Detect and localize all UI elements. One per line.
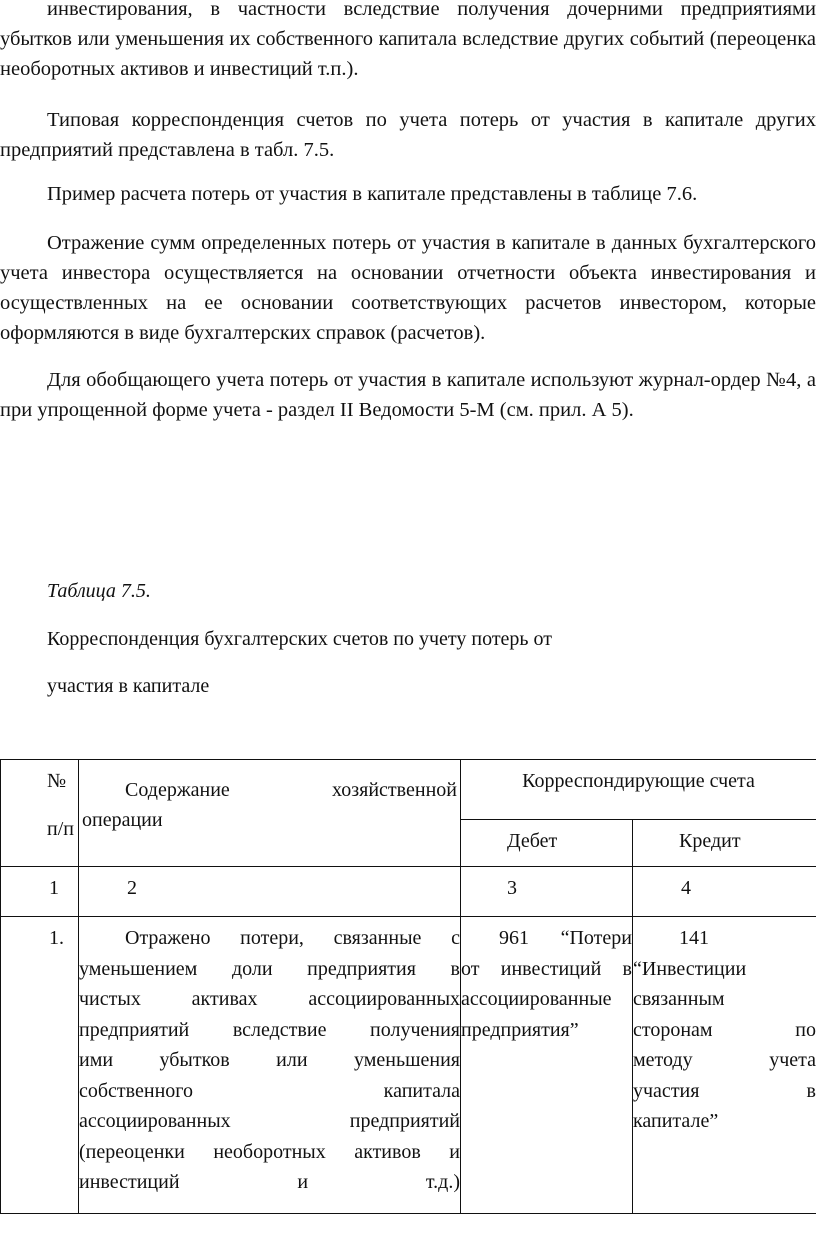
table-title-line-1: Корреспонденция бухгалтерских счетов по учету потерь от (47, 628, 553, 650)
header-operation-word-2: хозяйственной (332, 779, 457, 801)
row-debit-cell (461, 917, 633, 1214)
table-label: Таблица 7.5. (47, 580, 151, 602)
credit-line: методу учета (633, 1049, 816, 1071)
header-number-symbol: № (47, 770, 67, 792)
operation-line: уменьшением доли предприятия в (79, 957, 460, 980)
header-operation-word-3: операции (82, 809, 163, 831)
index-4: 4 (681, 877, 691, 899)
correspondence-table (0, 759, 816, 1214)
debit-line: предприятия” (461, 1018, 579, 1041)
credit-line: “Инвестиции (633, 957, 747, 980)
credit-line: сторонам по (633, 1018, 816, 1041)
debit-line: 961 “Потери (499, 927, 632, 949)
header-debit: Дебет (507, 830, 558, 852)
index-3: 3 (507, 877, 517, 899)
header-number-pp: п/п (47, 818, 74, 840)
header-credit-cell (633, 820, 816, 867)
paragraph-journal-order: Для обобщающего учета потерь от участия в капитале используют журнал-ордер №4, а при упрощенной форме учета - раздел II Ведомости 5-М (см. прил. А 5). (0, 369, 816, 421)
paragraph-reflection: Отражение сумм определенных потерь от участия в капитале в данных бухгалтерского учета инвестора осуществляется на основании отчетности объекта инвестирования и осуществленных на ее основании соответствующих расчетов инвестором, которые оформляются в виде бухгалтерских справок (расчетов). (0, 232, 816, 344)
header-operation-word-1: Содержание (125, 779, 230, 801)
table-row (1, 917, 816, 1214)
credit-line: 141 (679, 927, 709, 949)
table-title-line-2: участия в капитале (47, 675, 210, 697)
operation-line: предприятий вследствие получения (79, 1018, 460, 1041)
credit-line: участия в (633, 1079, 816, 1102)
debit-line: от инвестиций в (461, 957, 632, 980)
operation-line: инвестиций и т.д.) (79, 1171, 460, 1193)
header-corresponding-accounts: Корреспондирующие счета (461, 760, 816, 820)
paragraph-example-reference: Пример расчета потерь от участия в капитале представлены в таблице 7.6. (47, 183, 698, 205)
operation-line: ассоциированных предприятий (79, 1110, 460, 1132)
credit-line: капитале” (633, 1110, 719, 1132)
index-2: 2 (127, 877, 137, 899)
header-operation-cell (79, 760, 461, 867)
debit-line: ассоциированные (461, 988, 612, 1010)
header-credit: Кредит (679, 830, 741, 852)
operation-line: собственного капитала (79, 1079, 460, 1102)
table-index-row (1, 867, 816, 917)
operation-line: ими убытков или уменьшения (79, 1049, 460, 1071)
row-number: 1. (1, 917, 79, 1214)
row-credit-cell (633, 917, 816, 1214)
row-operation-cell (79, 917, 461, 1214)
operation-line: (переоценки необоротных активов и (79, 1140, 460, 1163)
paragraph-continuation: инвестирования, в частности вследствие получения дочерними предприятиями убытков или уменьшения их собственного капитала вследствие других событий (переоценка необоротных активов и инвестиций т.п.). (0, 0, 816, 80)
header-number-cell (1, 760, 79, 867)
credit-line: связанным (633, 988, 725, 1010)
index-1: 1 (49, 877, 59, 899)
paragraph-correspondence-intro: Типовая корреспонденция счетов по учета потерь от участия в капитале других предприятий представлена в табл. 7.5. (0, 109, 816, 161)
operation-line: Отражено потери, связанные с (125, 927, 460, 949)
header-debit-cell (461, 820, 633, 867)
operation-line: чистых активах ассоциированных (79, 988, 460, 1010)
